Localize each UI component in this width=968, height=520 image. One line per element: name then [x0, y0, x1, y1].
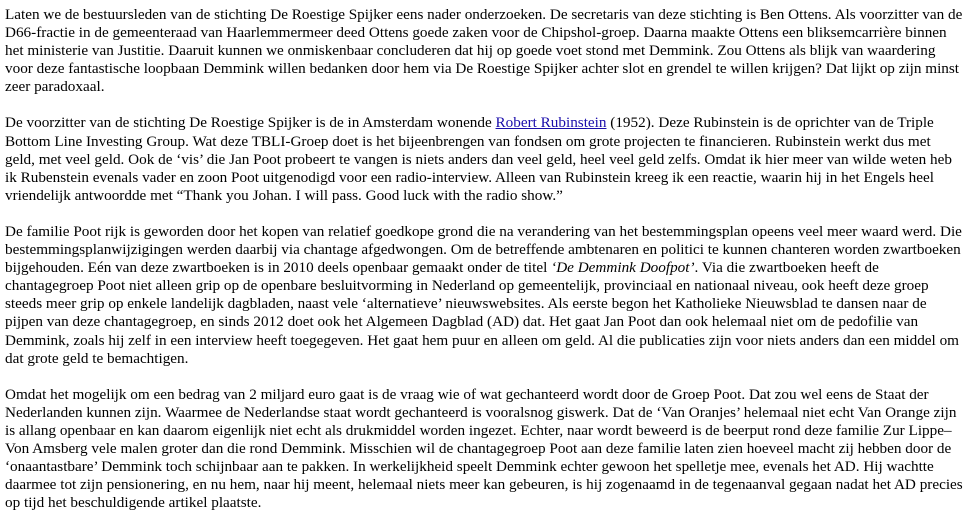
- paragraph-poot-family: [5, 223, 964, 368]
- paragraph-text: De familie Poot rijk is geworden door het kopen van relatief goedkope grond die na verandering van het bestemmingsplan opeens veel meer waard werd. Die bestemmingsplanwijzigingen werden daarbij via chantage afgedwongen. Om de betreffende ambtenaren en politici te kunnen chanteren worden zwartboeken bijgehouden. Eén van deze zwartboeken is in 2010 deels openbaar gemaakt onder de titel: [5, 222, 962, 277]
- paragraph-text: . Via die zwartboeken heeft de chantagegroep Poot niet alleen grip op de openbare besluitvorming in Nederland op gemeentelijk, provinciaal en nationaal niveau, ook heeft deze groep steeds meer grip op enkele landelijk dagbladen, naast vele ‘alternatieve’ nieuwswebsites. Als eerste begon het Katholieke Nieuwsblad te dansen naar de pijpen van deze chantagegroep, en sinds 2012 doet ook het Algemeen Dagblad (AD) dat. Het gaat Jan Poot dan ook helemaal niet om de pedofilie van Demmink, zoals hij zelf in een interview heeft toegegeven. Het gaat hem puur en alleen om geld. Al die publicaties zijn voor niets anders dan een middel om dat grote geld te bemachtigen.: [5, 259, 959, 367]
- paragraph-text: (1952). Deze Rubinstein is de oprichter van de Triple Bottom Line Investing Group. Wat deze TBLI-Groep doet is het bijeenbrengen van fondsen om grote projecten te financieren. Rubinstein werkt dus met geld, met veel geld. Ook de ‘vis’ die Jan Poot probeert te vangen is niets anders dan veel geld, heel veel geld zelfs. Omdat ik hier meer van wilde weten heb ik Rubenstein evenals vader en zoon Poot uitgenodigd voor een radio-interview. Alleen van Rubinstein kreeg ik een reactie, waarin hij in het Engels heel vriendelijk antwoordde met “Thank you Johan. I will pass. Good luck with the radio show.”: [5, 114, 952, 204]
- paragraph-chairman-rubinstein: [5, 114, 964, 204]
- paragraph-text: De voorzitter van de stichting De Roestige Spijker is de in Amsterdam wonende: [5, 114, 496, 132]
- book-title: ‘De Demmink Doofpot’: [551, 259, 695, 277]
- paragraph-blackmail-state: Omdat het mogelijk om een bedrag van 2 miljard euro gaat is de vraag wie of wat gechanteerd wordt door de Groep Poot. Dat zou wel eens de Staat der Nederlanden kunnen zijn. Waarmee de Nederlandse staat wordt gechanteerd is vooralsnog giswerk. Dat de ‘Van Oranjes’ helemaal niet echt Van Orange zijn is allang openbaar en kan daarom eigenlijk niet echt als drukmiddel worden ingezet. Echter, naar wordt beweerd is de beerput rond deze familie Zur Lippe–Von Amsberg vele malen groter dan die rond Demmink. Misschien wil de chantagegroep Poot aan deze familie laten zien hoeveel macht zij hebben door de ‘onaantastbare’ Demmink toch schijnbaar aan te pakken. In werkelijkheid speelt Demmink echter gewoon het spelletje mee, evenals het AD. Hij wachtte daarmee tot zijn pensionering, en nu hem, naar hij meent, helemaal niets meer kan gebeuren, is hij zogenaamd in de tegenaanval gegaan nadat het AD precies op tijd het beschuldigende artikel plaatste.: [5, 385, 963, 512]
- paragraph-board-members: Laten we de bestuursleden van de stichting De Roestige Spijker eens nader onderzoeken. De secretaris van deze stichting is Ben Ottens. Als voorzitter van de D66-fractie in de gemeenteraad van Haarlemmermeer deed Ottens goede zaken voor de Chipshol-groep. Daarna maakte Ottens een bliksemcarrière binnen het ministerie van Justitie. Daaruit kunnen we onmiskenbaar concluderen dat hij op goede voet stond met Demmink. Zou Ottens als blijk van waardering voor deze fantastische loopbaan Demmink willen bedanken door hem via De Roestige Spijker achter slot en grendel te willen krijgen? Dat lijkt op zijn minst zeer paradoxaal.: [5, 6, 963, 96]
- rubinstein-link[interactable]: Robert Rubinstein: [495, 114, 607, 132]
